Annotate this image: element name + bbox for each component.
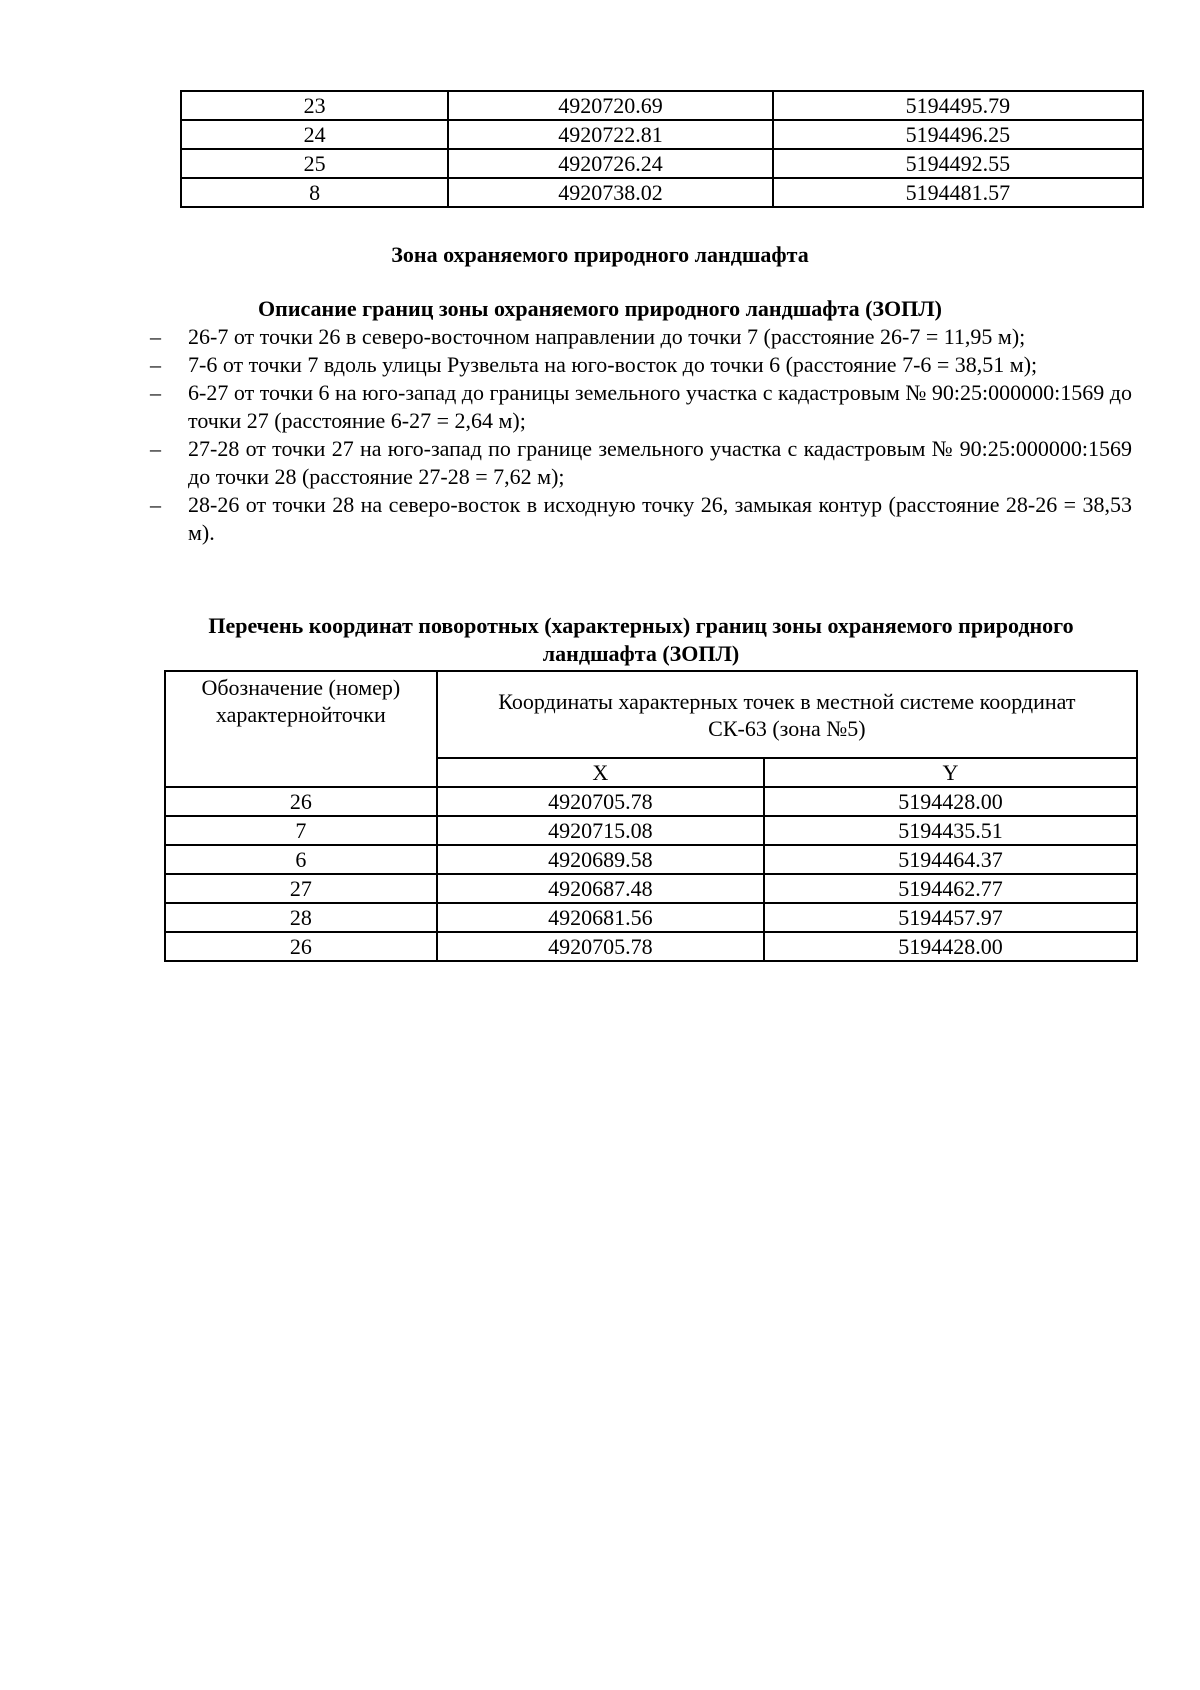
y-cell: 5194462.77 [764, 874, 1137, 903]
table-header-row [165, 671, 1137, 758]
dash-marker: – [150, 380, 161, 405]
point-cell: 23 [181, 91, 448, 120]
list-item-text: 27-28 от точки 27 на юго-запад по границе земельного участка с кадастровым № 90:25:000000:1569 до точки 28 (расстояние 27-28 = 7,62 м); [188, 436, 1132, 489]
point-cell: 26 [165, 787, 437, 816]
coordinates-table [164, 670, 1138, 962]
list-item-text: 28-26 от точки 28 на северо-восток в исходную точку 26, замыкая контур (расстояние 28-26 = 38,53 м). [188, 492, 1132, 545]
dash-marker: – [150, 352, 161, 377]
table-row [165, 874, 1137, 903]
x-cell: 4920720.69 [448, 91, 772, 120]
y-cell: 5194481.57 [773, 178, 1143, 207]
y-cell: 5194496.25 [773, 120, 1143, 149]
list-item [150, 379, 1132, 435]
y-column-header: Y [764, 758, 1137, 787]
y-cell: 5194435.51 [764, 816, 1137, 845]
y-cell: 5194428.00 [764, 787, 1137, 816]
point-cell: 6 [165, 845, 437, 874]
dash-marker: – [150, 492, 161, 517]
table-row [165, 932, 1137, 961]
x-cell: 4920715.08 [437, 816, 764, 845]
top-coordinates-table [180, 90, 1144, 208]
y-cell: 5194428.00 [764, 932, 1137, 961]
list-item [150, 351, 1132, 379]
x-cell: 4920687.48 [437, 874, 764, 903]
list-item [150, 323, 1132, 351]
point-cell: 24 [181, 120, 448, 149]
y-cell: 5194464.37 [764, 845, 1137, 874]
point-column-header: Обозначение (номер) характернойточки [165, 671, 437, 787]
point-cell: 26 [165, 932, 437, 961]
table-row [181, 91, 1143, 120]
list-item-text: 6-27 от точки 6 на юго-запад до границы земельного участка с кадастровым № 90:25:000000:1569 до точки 27 (расстояние 6-27 = 2,64 м); [188, 380, 1132, 433]
x-column-header: X [437, 758, 764, 787]
table-row [165, 845, 1137, 874]
point-cell: 25 [181, 149, 448, 178]
zone-title: Зона охраняемого природного ландшафта [391, 242, 809, 267]
point-cell: 8 [181, 178, 448, 207]
x-cell: 4920726.24 [448, 149, 772, 178]
x-cell: 4920705.78 [437, 787, 764, 816]
x-cell: 4920722.81 [448, 120, 772, 149]
point-cell: 28 [165, 903, 437, 932]
x-cell: 4920705.78 [437, 932, 764, 961]
description-title: Описание границ зоны охраняемого природного ландшафта (ЗОПЛ) [258, 296, 942, 321]
table-row [181, 149, 1143, 178]
list-item-text: 7-6 от точки 7 вдоль улицы Рузвельта на юго-восток до точки 6 (расстояние 7-6 = 38,51 м); [188, 352, 1038, 377]
point-cell: 7 [165, 816, 437, 845]
dash-marker: – [150, 436, 161, 461]
table-row [181, 178, 1143, 207]
x-cell: 4920681.56 [437, 903, 764, 932]
x-cell: 4920689.58 [437, 845, 764, 874]
dash-marker: – [150, 324, 161, 349]
y-cell: 5194492.55 [773, 149, 1143, 178]
x-cell: 4920738.02 [448, 178, 772, 207]
boundary-description-list [150, 323, 1132, 547]
list-item [150, 435, 1132, 491]
list-item [150, 491, 1132, 547]
y-cell: 5194457.97 [764, 903, 1137, 932]
table-row [165, 787, 1137, 816]
coordinates-list-title: Перечень координат поворотных (характерных) границ зоны охраняемого природного ландшафта (ЗОПЛ) [208, 613, 1074, 666]
table-row [165, 816, 1137, 845]
table-row [181, 120, 1143, 149]
coordinates-column-header: Координаты характерных точек в местной системе координат СК-63 (зона №5) [437, 671, 1137, 758]
table-row [165, 903, 1137, 932]
list-item-text: 26-7 от точки 26 в северо-восточном направлении до точки 7 (расстояние 26-7 = 11,95 м); [188, 324, 1026, 349]
point-cell: 27 [165, 874, 437, 903]
y-cell: 5194495.79 [773, 91, 1143, 120]
